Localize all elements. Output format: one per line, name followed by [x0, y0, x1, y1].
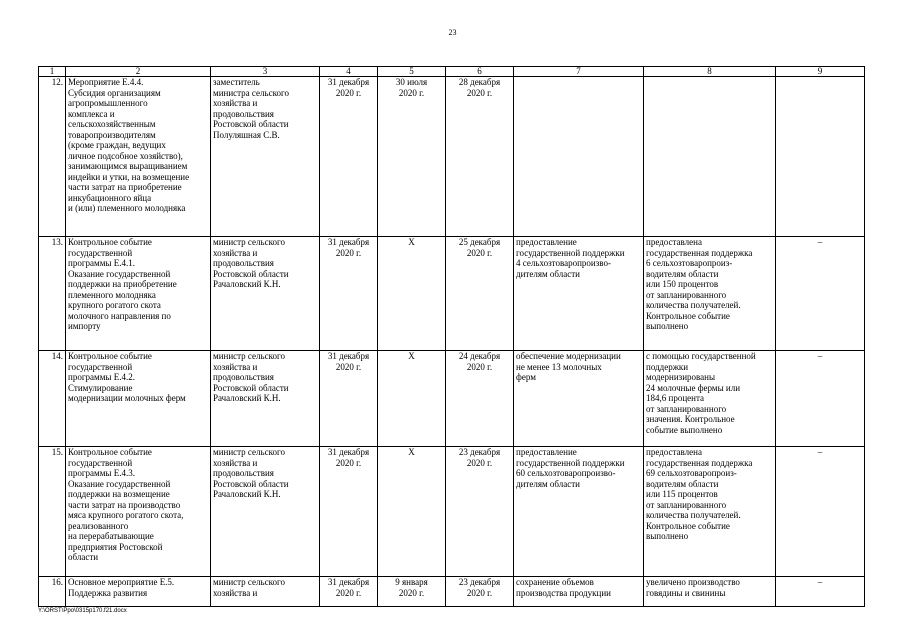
- cell-line: 25 декабря: [458, 237, 501, 247]
- fact-start-date-cell: [378, 577, 446, 607]
- name-cell: [66, 577, 211, 607]
- cell-line: сельскохозяйственным: [68, 119, 156, 129]
- cell-line: государственной поддержки: [516, 457, 625, 468]
- cell-line: государственной: [68, 457, 133, 468]
- cell-line: 4 сельхозтоваропроизво-: [516, 258, 611, 268]
- cell-line: части затрат на приобретение: [68, 182, 182, 192]
- fact-start-date-cell: [378, 351, 446, 447]
- cell-line: или 115 процентов: [646, 489, 718, 499]
- row-number-cell: 16.: [39, 577, 66, 607]
- cell-line: крупного рогатого скота: [68, 300, 161, 310]
- cell-line: 2020 г.: [335, 457, 362, 468]
- header-cell: 3: [211, 67, 320, 77]
- fact-end-date-cell: [446, 351, 514, 447]
- cell-line: 2020 г.: [466, 87, 493, 98]
- row-number-cell: 12.: [39, 77, 66, 237]
- name-cell: [66, 351, 211, 447]
- cell-line: –: [817, 351, 823, 361]
- cell-line: от запланированного: [646, 403, 727, 414]
- cell-line: на перерабатывающие: [68, 531, 154, 541]
- header-cell: 5: [378, 67, 446, 77]
- cell-line: племенного молодняка: [68, 289, 156, 300]
- cell-line: Полуляшная С.В.: [213, 129, 280, 140]
- cell-line: хозяйства и: [213, 587, 258, 598]
- cell-line: не менее 13 молочных: [516, 361, 602, 372]
- planned-result-cell: [514, 77, 644, 237]
- cell-line: количества получателей.: [646, 300, 741, 310]
- cell-line: производства продукции: [516, 587, 611, 598]
- cell-line: 2020 г.: [398, 87, 425, 98]
- cell-line: –: [817, 447, 823, 457]
- cell-line: дителям области: [516, 478, 580, 489]
- executor-cell: [211, 237, 320, 351]
- cell-line: мяса крупного рогатого скота,: [68, 510, 184, 520]
- cell-line: хозяйства и: [213, 457, 258, 468]
- cell-line: Контрольное событие: [68, 237, 152, 247]
- cell-line: комплекса и: [68, 108, 115, 119]
- cell-line: 28 декабря: [458, 77, 501, 87]
- cell-line: 2020 г.: [466, 361, 493, 372]
- cell-line: –: [817, 237, 823, 247]
- cell-line: 31 декабря: [327, 237, 370, 247]
- cell-line: части затрат на производство: [68, 499, 181, 510]
- fact-start-date-cell: [378, 447, 446, 577]
- cell-line: 9 января: [395, 577, 428, 587]
- table-row: [39, 237, 865, 351]
- cell-line: продовольствия: [213, 372, 274, 382]
- cell-line: государственная поддержка: [646, 247, 753, 258]
- cell-line: модернизированы: [646, 372, 716, 382]
- fact-end-date-cell: [446, 447, 514, 577]
- cell-line: предоставление: [516, 237, 577, 247]
- cell-line: 2020 г.: [335, 87, 362, 98]
- cell-line: хозяйства и: [213, 247, 258, 258]
- row-number-cell: 15.: [39, 447, 66, 577]
- fact-start-date-cell: [378, 77, 446, 237]
- cell-line: –: [817, 577, 823, 587]
- cell-line: реализованного: [68, 520, 129, 531]
- cell-line: 23 декабря: [458, 447, 501, 457]
- cell-line: 24 молочные фермы или: [646, 382, 741, 393]
- cell-line: 2020 г.: [335, 587, 362, 598]
- cell-line: государственной: [68, 247, 133, 258]
- cell-line: 24 декабря: [458, 351, 501, 361]
- cell-line: 30 июля: [395, 77, 428, 87]
- row-number-cell: 13.: [39, 237, 66, 351]
- executor-cell: [211, 351, 320, 447]
- table-row: [39, 577, 865, 607]
- planned-result-cell: [514, 447, 644, 577]
- cell-line: хозяйства и: [213, 98, 258, 108]
- actual-result-cell: [644, 447, 776, 577]
- cell-line: агропромышленного: [68, 98, 148, 108]
- cell-line: импорту: [68, 321, 101, 331]
- cell-line: Основное мероприятие Е.5.: [68, 577, 175, 587]
- cell-line: поддержки на приобретение: [68, 279, 177, 289]
- cell-line: выполнено: [646, 531, 689, 541]
- actual-result-cell: [644, 577, 776, 607]
- header-cell: 8: [644, 67, 776, 77]
- cell-line: Оказание государственной: [68, 478, 171, 489]
- cell-line: государственная поддержка: [646, 457, 753, 468]
- cell-line: предоставлена: [646, 447, 702, 457]
- cell-line: предоставлена: [646, 237, 702, 247]
- cell-line: министр сельского: [213, 351, 286, 361]
- table-row: [39, 447, 865, 577]
- cell-line: или 150 процентов: [646, 279, 719, 289]
- page-number: 23: [448, 28, 457, 37]
- cell-line: индейки и утки, на возмещение: [68, 171, 190, 182]
- header-cell: 1: [39, 67, 66, 77]
- cell-line: 2020 г.: [335, 361, 362, 372]
- cell-line: области: [68, 552, 99, 562]
- cell-line: 31 декабря: [327, 77, 370, 87]
- cell-line: занимающимся выращиванием: [68, 161, 188, 171]
- cell-line: продовольствия: [213, 468, 274, 478]
- fact-end-date-cell: [446, 237, 514, 351]
- cell-line: предприятия Ростовской: [68, 541, 163, 552]
- cell-line: Мероприятие Е.4.4.: [68, 77, 144, 87]
- cell-line: и (или) племенного молодняка: [68, 203, 186, 213]
- cell-line: государственной: [68, 361, 133, 372]
- plan-date-cell: [320, 577, 378, 607]
- cell-line: Контрольное событие: [646, 520, 730, 531]
- cell-line: 60 сельхозтоваропроизво-: [516, 468, 616, 478]
- note-cell: [776, 577, 865, 607]
- cell-line: 2020 г.: [398, 587, 425, 598]
- table-row: [39, 77, 865, 237]
- fact-end-date-cell: [446, 577, 514, 607]
- cell-line: Контрольное событие: [646, 310, 730, 321]
- cell-line: Контрольное событие: [68, 447, 152, 457]
- cell-line: Стимулирование: [68, 382, 133, 393]
- executor-cell: [211, 77, 320, 237]
- note-cell: [776, 447, 865, 577]
- cell-line: обеспечение модернизации: [516, 351, 621, 361]
- note-cell: [776, 237, 865, 351]
- cell-line: Ростовской области: [213, 119, 289, 129]
- cell-line: Контрольное событие: [68, 351, 152, 361]
- actual-result-cell: [644, 237, 776, 351]
- cell-line: дителям области: [516, 268, 580, 279]
- table-header-row: [39, 67, 865, 77]
- header-cell: 6: [446, 67, 514, 77]
- cell-line: говядины и свинины: [646, 587, 726, 598]
- cell-line: Рачаловский К.Н.: [213, 489, 281, 499]
- cell-line: Рачаловский К.Н.: [213, 393, 281, 403]
- name-cell: [66, 77, 211, 237]
- cell-line: модернизации молочных ферм: [68, 393, 186, 403]
- actual-result-cell: [644, 77, 776, 237]
- cell-line: Х: [408, 351, 415, 361]
- cell-line: молочного направления по: [68, 310, 171, 321]
- cell-line: Поддержка развития: [68, 587, 148, 598]
- cell-line: министр сельского: [213, 577, 286, 587]
- header-cell: 4: [320, 67, 378, 77]
- plan-date-cell: [320, 351, 378, 447]
- cell-line: продовольствия: [213, 108, 274, 119]
- cell-line: хозяйства и: [213, 361, 258, 372]
- header-cell: 9: [776, 67, 865, 77]
- cell-line: от запланированного: [646, 499, 727, 510]
- cell-line: Ростовской области: [213, 382, 289, 393]
- cell-line: Ростовской области: [213, 268, 289, 279]
- cell-line: 31 декабря: [327, 351, 370, 361]
- header-cell: 2: [66, 67, 211, 77]
- cell-line: водителям области: [646, 478, 719, 489]
- cell-line: Рачаловский К.Н.: [213, 279, 281, 289]
- fact-end-date-cell: [446, 77, 514, 237]
- cell-line: водителям области: [646, 268, 719, 279]
- cell-line: (кроме граждан, ведущих: [68, 140, 166, 150]
- cell-line: программы Е.4.1.: [68, 258, 135, 268]
- cell-line: Х: [408, 447, 415, 457]
- header-cell: 7: [514, 67, 644, 77]
- cell-line: государственной поддержки: [516, 247, 625, 258]
- cell-line: значения. Контрольное: [646, 414, 735, 424]
- cell-line: программы Е.4.2.: [68, 372, 135, 382]
- planned-result-cell: [514, 237, 644, 351]
- cell-line: продовольствия: [213, 258, 274, 268]
- cell-line: министр сельского: [213, 447, 286, 457]
- footer-file-path: Y:\ORST\Ppo\0315p170.f21.docx: [38, 608, 127, 614]
- cell-line: от запланированного: [646, 289, 727, 300]
- cell-line: 31 декабря: [327, 577, 370, 587]
- plan-date-cell: [320, 447, 378, 577]
- cell-line: 23 декабря: [458, 577, 501, 587]
- cell-line: количества получателей.: [646, 510, 741, 520]
- actual-result-cell: [644, 351, 776, 447]
- executor-cell: [211, 447, 320, 577]
- cell-line: 69 сельхозтоваропроиз-: [646, 468, 737, 478]
- planned-result-cell: [514, 351, 644, 447]
- cell-line: сохранение объемов: [516, 577, 594, 587]
- cell-line: Субсидия организациям: [68, 87, 161, 98]
- cell-line: программы Е.4.3.: [68, 468, 135, 478]
- cell-line: инкубационного яйца: [68, 192, 152, 203]
- report-table: [38, 66, 865, 607]
- name-cell: [66, 237, 211, 351]
- table-row: [39, 351, 865, 447]
- cell-line: 2020 г.: [466, 587, 493, 598]
- cell-line: выполнено: [646, 321, 689, 331]
- cell-line: поддержки на возмещение: [68, 489, 170, 499]
- cell-line: событие выполнено: [646, 424, 723, 435]
- cell-line: 31 декабря: [327, 447, 370, 457]
- cell-line: Ростовской области: [213, 478, 289, 489]
- cell-line: Оказание государственной: [68, 268, 171, 279]
- cell-line: увеличено производство: [646, 577, 740, 587]
- cell-line: 2020 г.: [335, 247, 362, 258]
- cell-line: заместитель: [213, 77, 260, 87]
- cell-line: Х: [408, 237, 415, 247]
- cell-line: министра сельского: [213, 87, 289, 98]
- cell-line: поддержки: [646, 361, 689, 372]
- cell-line: 184,6 процента: [646, 393, 704, 403]
- plan-date-cell: [320, 237, 378, 351]
- name-cell: [66, 447, 211, 577]
- cell-line: предоставление: [516, 447, 577, 457]
- planned-result-cell: [514, 577, 644, 607]
- cell-line: 2020 г.: [466, 457, 493, 468]
- row-number-cell: 14.: [39, 351, 66, 447]
- note-cell: [776, 351, 865, 447]
- plan-date-cell: [320, 77, 378, 237]
- cell-line: товаропроизводителям: [68, 129, 156, 140]
- note-cell: [776, 77, 865, 237]
- cell-line: министр сельского: [213, 237, 286, 247]
- executor-cell: [211, 577, 320, 607]
- cell-line: с помощью государственной: [646, 351, 756, 361]
- cell-line: 2020 г.: [466, 247, 493, 258]
- cell-line: 6 сельхозтоваропроиз-: [646, 258, 733, 268]
- cell-line: ферм: [516, 372, 536, 382]
- cell-line: личное подсобное хозяйство),: [68, 150, 183, 161]
- fact-start-date-cell: [378, 237, 446, 351]
